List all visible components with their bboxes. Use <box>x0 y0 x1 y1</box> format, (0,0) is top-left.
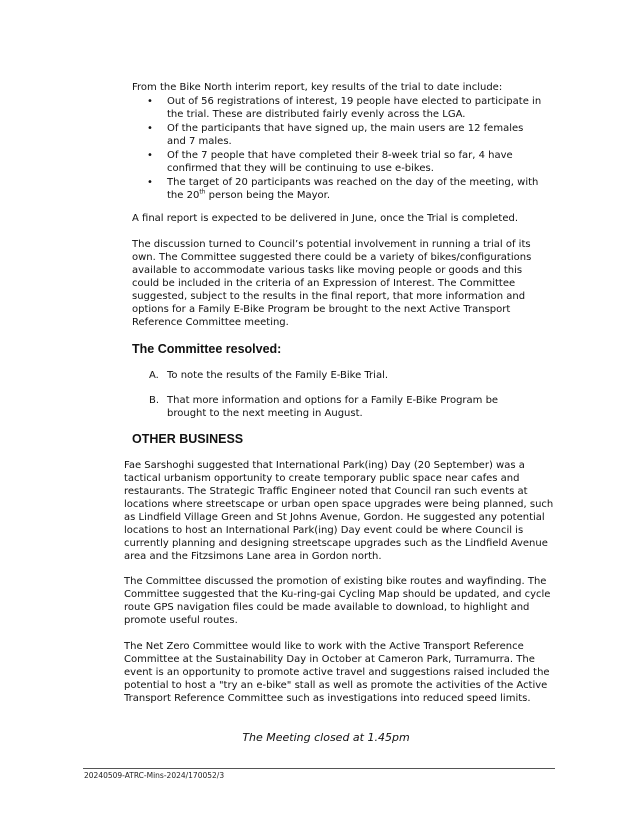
list-item: • Of the participants that have signed up, the main users are 12 females and 7 males. <box>147 123 524 147</box>
superscript: th <box>199 188 206 196</box>
other-business-paragraph-2: The Committee discussed the promotion of existing bike routes and wayfinding. The Committee suggested that the Ku-ring-gai Cycling Map should be updated, and cycle route GPS navigation files could be made available to download, to highlight and promote useful routes. <box>124 576 551 626</box>
footer-reference: 20240509-ATRC-Mins-2024/170052/3 <box>84 771 225 780</box>
bullet-icon: • <box>147 123 153 134</box>
bullet-icon: • <box>147 96 153 107</box>
resolution-text: To note the results of the Family E-Bike Trial. <box>167 370 389 381</box>
list-item: • Of the 7 people that have completed their 8-week trial so far, 4 have confirmed that they will be continuing to use e-bikes. <box>147 150 513 174</box>
bullet-icon: • <box>147 150 153 161</box>
meeting-closed-note: The Meeting closed at 1.45pm <box>242 731 410 744</box>
intro-paragraph: From the Bike North interim report, key results of the trial to date include: <box>132 82 503 93</box>
resolution-a <box>149 369 539 382</box>
other-business-paragraph-1: Fae Sarshoghi suggested that International Park(ing) Day (20 September) was a tactical urbanism opportunity to create temporary public space near cafes and restaurants. The Strategic Traffic Engineer noted that Council ran such events at locations where streetscape or urban open space upgrades were being planned, such as Lindfield Village Green and St Johns Avenue, Gordon. He suggested any potential locations to host an International Park(ing) Day event could be where Council is currently planning and designing streetscape upgrades such as the Lindfield Avenue area and the Fitzsimons Lane area in Gordon north. <box>124 460 554 562</box>
other-business-heading: OTHER BUSINESS <box>132 432 244 446</box>
bullet-icon: • <box>147 177 153 188</box>
resolution-letter: A. <box>149 370 159 381</box>
footer-divider <box>83 768 555 769</box>
resolved-heading: The Committee resolved: <box>132 342 282 356</box>
final-report-paragraph: A final report is expected to be delivered in June, once the Trial is completed. <box>132 213 519 224</box>
list-item: • The target of 20 participants was reached on the day of the meeting, with the 20th person being the Mayor. <box>147 177 539 201</box>
results-list <box>132 95 542 203</box>
resolution-b <box>149 394 539 420</box>
list-item: • Out of 56 registrations of interest, 19 people have elected to participate in the trial. These are distributed fairly evenly across the LGA. <box>147 96 542 120</box>
resolution-text: That more information and options for a Family E-Bike Program be brought to the next meeting in August. <box>167 395 499 419</box>
discussion-paragraph: The discussion turned to Council’s potential involvement in running a trial of its own. The Committee suggested there could be a variety of bikes/configurations available to accommodate various tasks like moving people or goods and this could be included in the criteria of an Expression of Interest. The Committee suggested, subject to the results in the final report, that more information and options for a Family E-Bike Program be brought to the next Active Transport Reference Committee meeting. <box>132 239 532 328</box>
resolution-letter: B. <box>149 395 160 406</box>
other-business-paragraph-3: The Net Zero Committee would like to work with the Active Transport Reference Committee at the Sustainability Day in October at Cameron Park, Turramurra. The event is an opportunity to promote active travel and suggestions raised included the potential to host a "try an e-bike" stall as well as promote the activities of the Active Transport Reference Committee such as investigations into reduced speed limits. <box>124 641 550 704</box>
